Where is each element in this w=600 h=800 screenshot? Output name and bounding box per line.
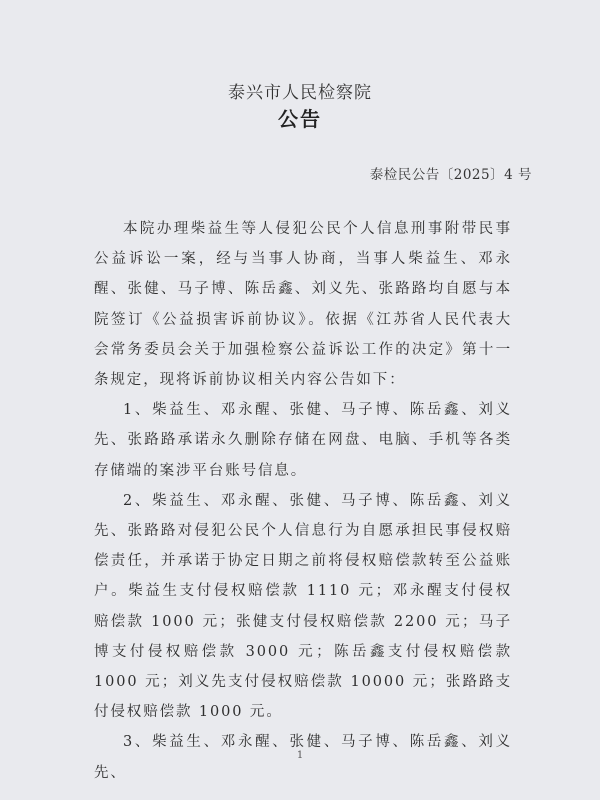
document-number: 泰检民公告〔2025〕4 号 <box>369 167 532 183</box>
page-number: 1 <box>296 750 304 761</box>
clause-1-paragraph: 1、柴益生、邓永醒、张健、马子博、陈岳鑫、刘义先、张路路承诺永久删除存储在网盘、电脑、手机等各类存储端的案涉平台账号信息。 <box>94 402 512 479</box>
announcement-body <box>94 214 512 788</box>
clause-2-paragraph: 2、柴益生、邓永醒、张健、马子博、陈岳鑫、刘义先、张路路对侵犯公民个人信息行为自愿承担民事侵权赔偿责任，并承诺于协定日期之前将侵权赔偿款转至公益账户。柴益生支付侵权赔偿款 1110 元；邓永醒支付侵权赔偿款 1000 元；张健支付侵权赔偿款 2200 元；马子博支付侵权赔偿款 3000 元；陈岳鑫支付侵权赔偿款 1000 元；刘义先支付侵权赔偿款 10000 元；张路路支付侵权赔偿款 1000 元。 <box>94 492 512 721</box>
intro-paragraph: 本院办理柴益生等人侵犯公民个人信息刑事附带民事公益诉讼一案，经与当事人协商，当事人柴益生、邓永醒、张健、马子博、陈岳鑫、刘义先、张路路均自愿与本院签订《公益损害诉前协议》。依据《江苏省人民代表大会常务委员会关于加强检察公益诉讼工作的决定》第十一条规定，现将诉前协议相关内容公告如下： <box>94 221 512 389</box>
page-title: 公告 <box>278 107 322 131</box>
clause-3-paragraph: 3、柴益生、邓永醒、张健、马子博、陈岳鑫、刘义先、 <box>94 734 512 781</box>
organization-name: 泰兴市人民检察院 <box>228 83 372 103</box>
